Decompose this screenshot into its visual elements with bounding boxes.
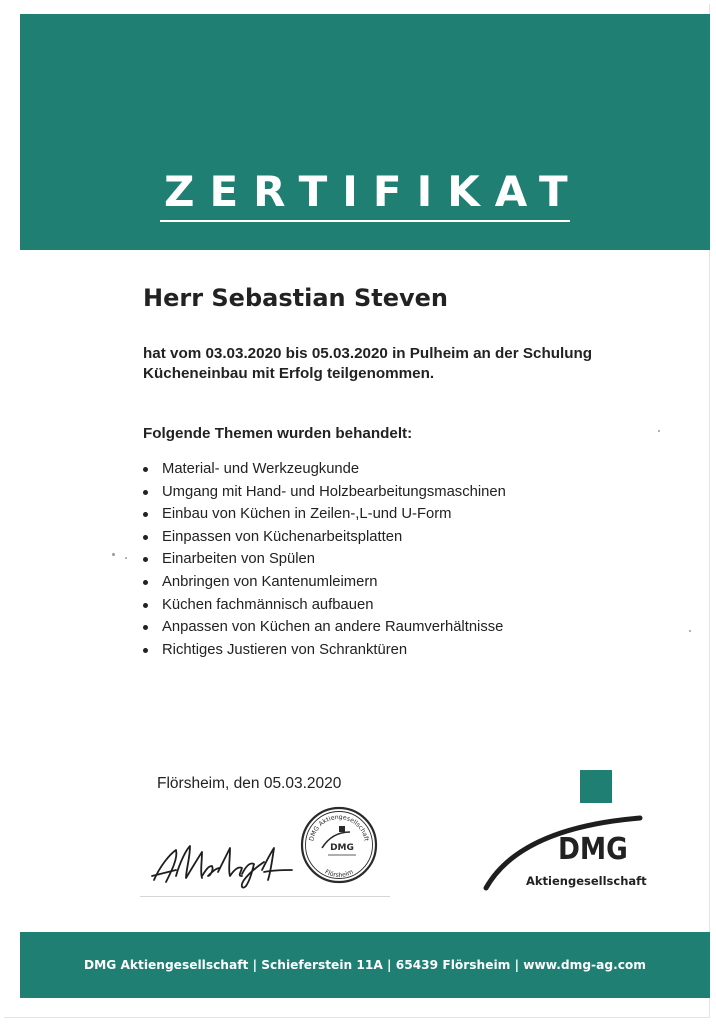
company-stamp [298,804,380,886]
topic-item: Einbau von Küchen in Zeilen-,L-und U-Form [140,503,506,526]
signature-image [146,836,296,892]
place-date: Flörsheim, den 05.03.2020 [157,775,342,792]
stamp-top-text: DMG Aktiengesellschaft [308,813,370,842]
signature-line [140,896,390,897]
statement-line: hat vom 03.03.2020 bis 05.03.2020 in Pulheim an der Schulung [143,345,593,362]
topic-item: Umgang mit Hand- und Holzbearbeitungsmaschinen [140,481,506,504]
logo-subtitle: Aktiengesellschaft [526,874,647,888]
topics-list [140,458,506,661]
topic-item: Einpassen von Küchenarbeitsplatten [140,526,506,549]
svg-text:Flörsheim [324,868,355,879]
scan-speck [125,557,127,559]
logo-square [580,770,612,803]
scan-speck [112,553,115,556]
stamp-bottom-text: Flörsheim [323,868,355,880]
title-underline [160,220,570,222]
statement-line: Kücheneinbau mit Erfolg teilgenommen. [143,365,435,382]
footer-address: DMG Aktiengesellschaft | Schieferstein 11A | 65439 Flörsheim | www.dmg-ag.com [83,958,646,972]
stamp-center-text: DMG [330,843,354,853]
recipient-name: Herr Sebastian Steven [143,284,448,312]
topics-heading: Folgende Themen wurden behandelt: [143,425,413,442]
footer-band [20,932,710,998]
scan-speck [689,630,691,632]
topic-item: Material- und Werkzeugkunde [140,458,506,481]
topic-item: Einarbeiten von Spülen [140,548,506,571]
topic-item: Anbringen von Kantenumleimern [140,571,506,594]
scan-speck [658,430,660,432]
topic-item: Anpassen von Küchen an andere Raumverhältnisse [140,616,506,639]
logo-name: DMG [558,832,628,867]
topic-item: Richtiges Justieren von Schranktüren [140,639,506,662]
certificate-title: ZERTIFIKAT [164,167,583,216]
topic-item: Küchen fachmännisch aufbauen [140,594,506,617]
completion-statement [143,344,663,384]
